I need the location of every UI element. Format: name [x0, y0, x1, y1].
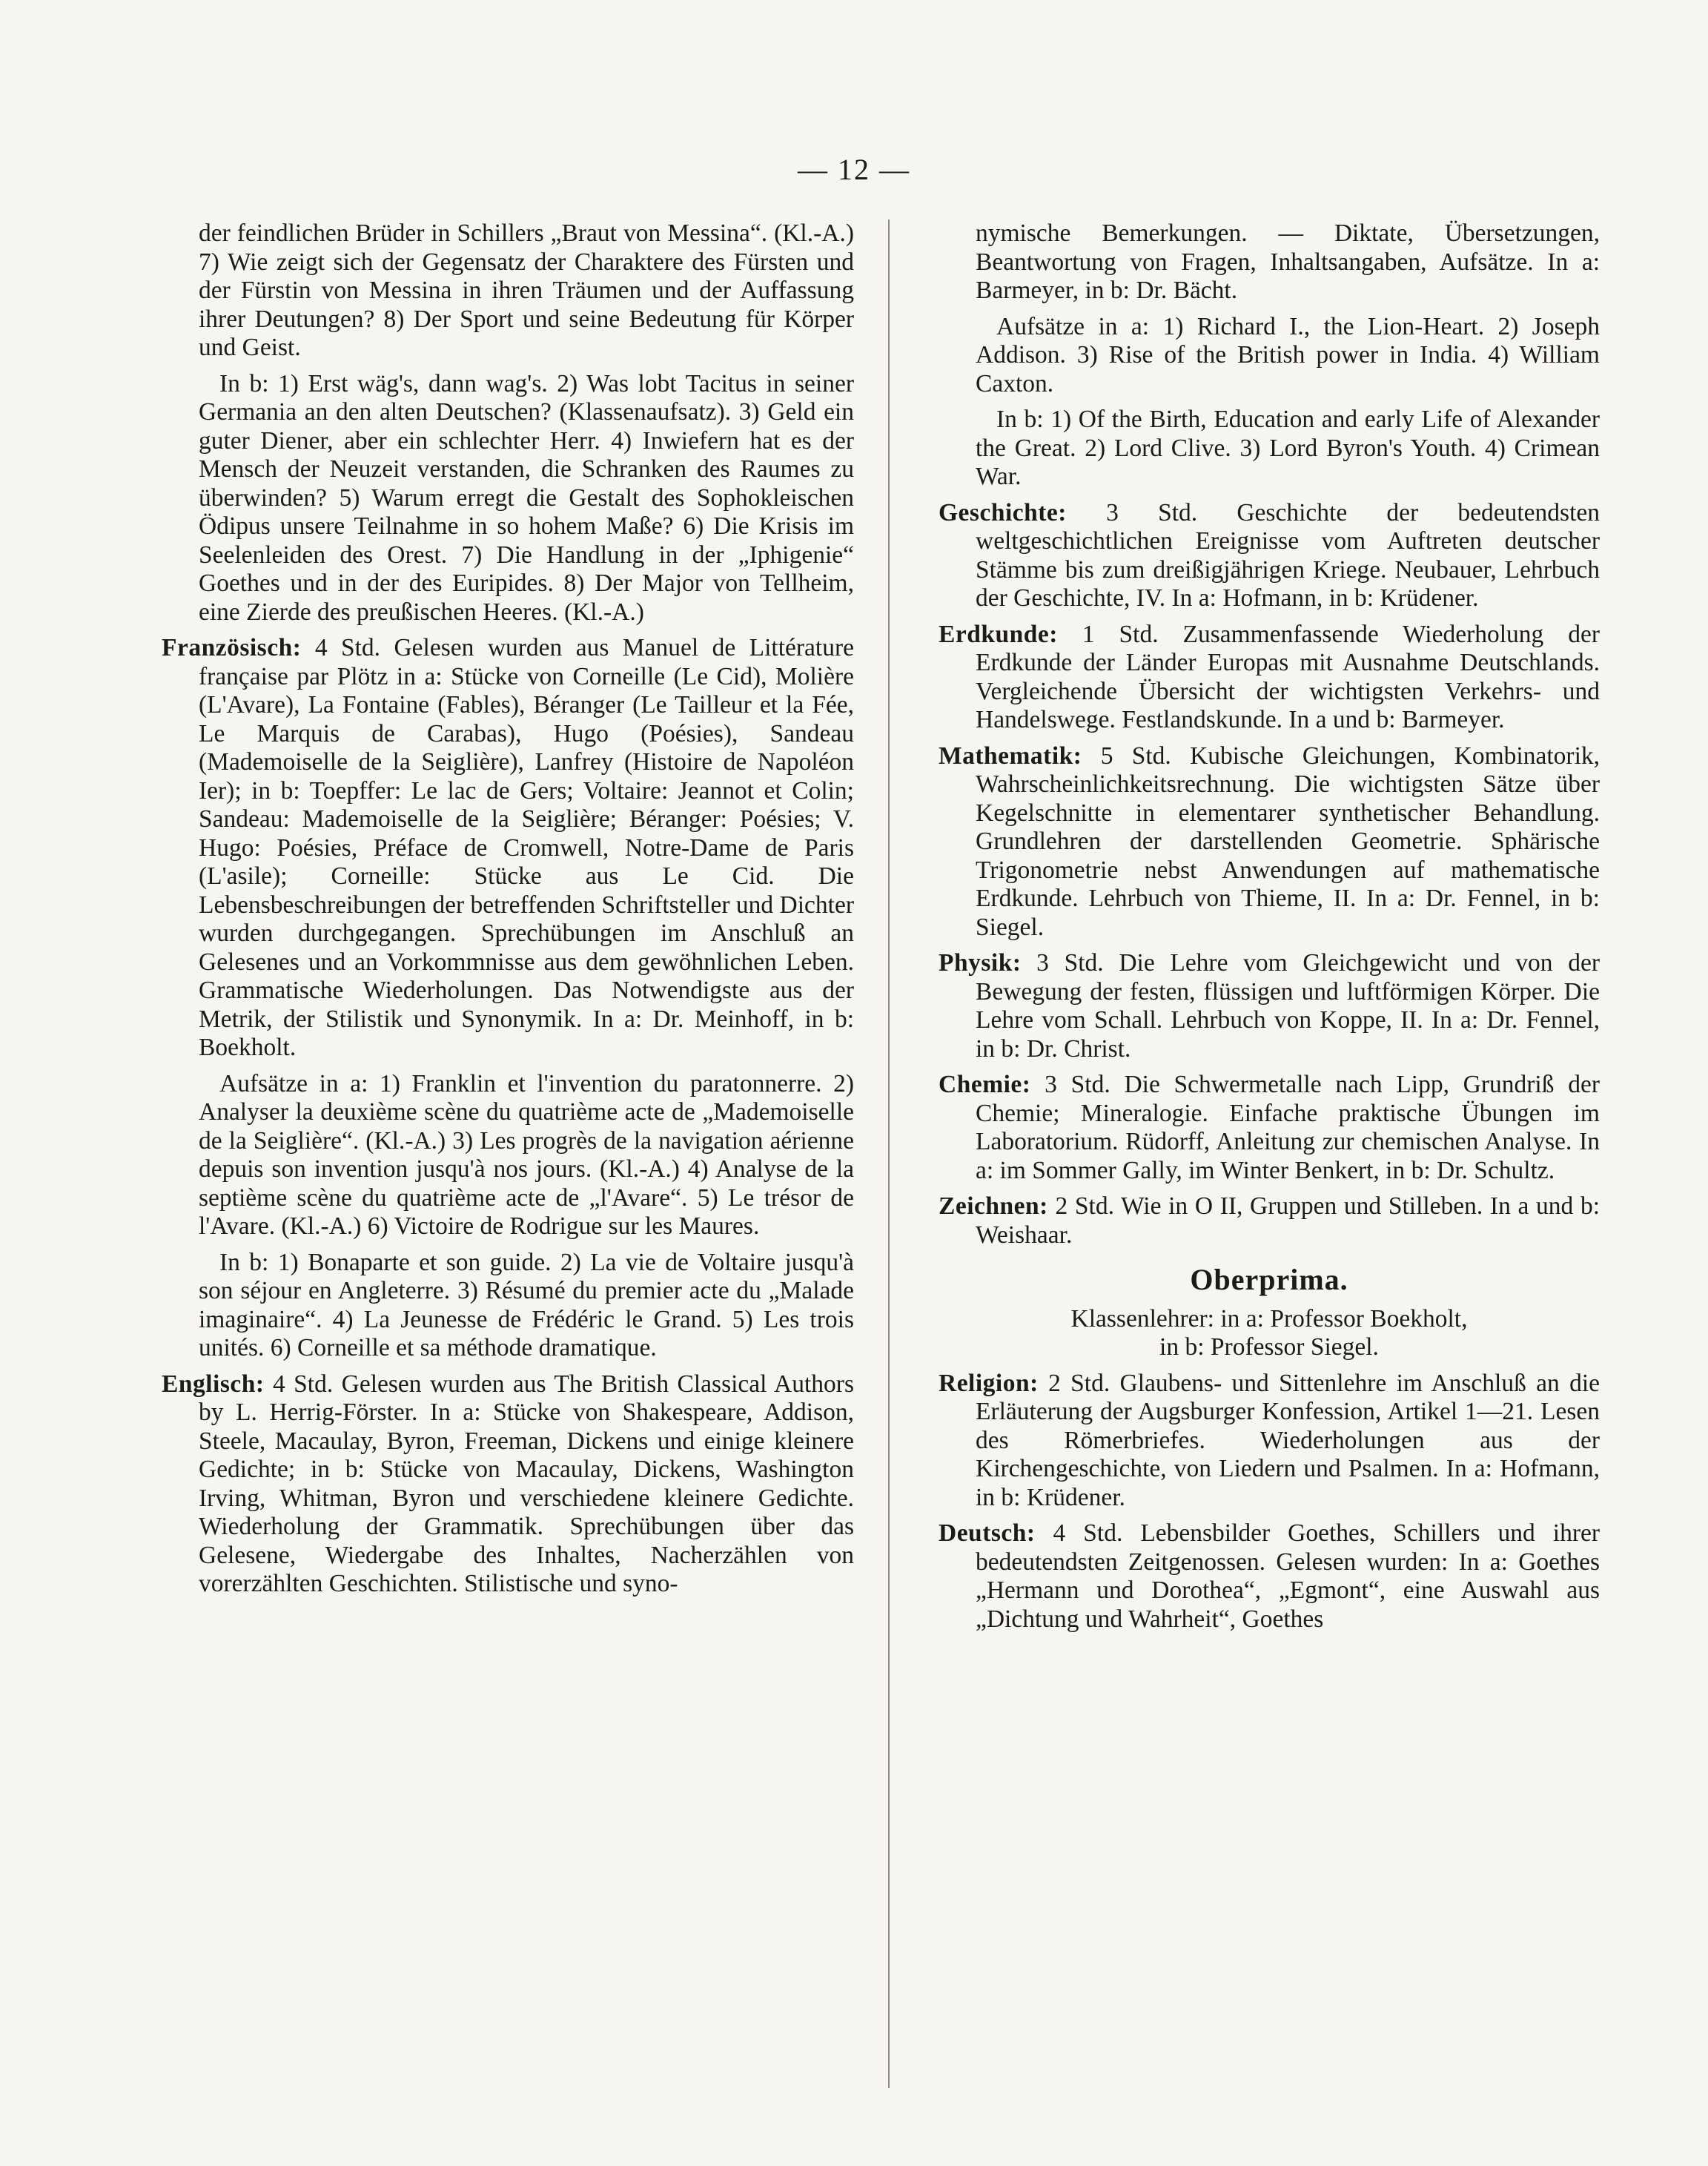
section-title: Oberprima. [1190, 1263, 1348, 1296]
drawing-text: 2 Std. Wie in O II, Gruppen und Stilleben. In a und b: Weishaar. [976, 1192, 1601, 1249]
german-label: Deutsch: [939, 1519, 1036, 1547]
math-section [939, 742, 1601, 942]
english-label: Englisch: [162, 1370, 265, 1398]
drawing-label: Zeichnen: [939, 1192, 1048, 1220]
english-section [162, 1370, 854, 1599]
physics-section [939, 949, 1600, 1063]
geography-text: 1 Std. Zusammenfassende Wiederholung der Erdkunde der Länder Europas mit Ausnahme Deutschlands. Vergleichende Übersicht der wichtigsten Verkehrs- und Handelswege. Festlandskunde. In a und b: Barmeyer. [976, 620, 1601, 733]
math-text: 5 Std. Kubische Gleichungen, Kombinatorik, Wahrscheinlichkeitsrechnung. Die wichtigsten Sätze über Kegelschnitte in elementarer synthetischer Behandlung. Grundlehren der darstellenden Geometrie. Sphärische Trigonometrie nebst Anwendungen auf mathematische Erdkunde. Lehrbuch von Thieme, II. In a: Dr. Fennel, in b: Siegel. [976, 742, 1601, 941]
religion-label: Religion: [939, 1369, 1039, 1397]
right-column [939, 219, 1600, 1641]
german-section [939, 1519, 1600, 1634]
english-essays-a: Aufsätze in a: 1) Richard I., the Lion-Heart. 2) Joseph Addison. 3) Rise of the British power in India. 4) William Caxton. [976, 312, 1600, 397]
chemistry-label: Chemie: [939, 1071, 1031, 1098]
religion-text: 2 Std. Glaubens- und Sittenlehre im Anschluß an die Erläuterung der Augsburger Konfession, Artikel 1—21. Lesen des Römerbriefes. Wiederholungen aus der Kirchengeschichte, von Liedern und Psalmen. In a: Hofmann, in b: Krüdener. [976, 1369, 1600, 1511]
physics-label: Physik: [939, 949, 1022, 977]
history-label: Geschichte: [939, 498, 1067, 526]
history-section [939, 498, 1600, 613]
religion-section [939, 1369, 1600, 1513]
chemistry-text: 3 Std. Die Schwermetalle nach Lipp, Grundriß der Chemie; Mineralogie. Einfache praktische Übungen im Laboratorium. Rüdorff, Anleitung zur chemischen Analyse. In a: im Sommer Gally, im Winter Benkert, in b: Dr. Schultz. [976, 1071, 1600, 1184]
french-label: Französisch: [162, 634, 302, 661]
german-topics-b: In b: 1) Erst wäg's, dann wag's. 2) Was lobt Tacitus in seiner Germania an den alten Deutschen? (Klassenaufsatz). 3) Geld ein guter Diener, aber ein schlechter Herr. 4) Inwiefern hat es der Mensch der Neuzeit verstanden, die Schranken des Raumes zu überwinden? 5) Warum erregt die Gestalt des Sophokleischen Ödipus unsere Teilnahme in so hohem Maße? 6) Die Krisis im Seelenleiden des Orest. 7) Die Handlung in der „Iphigenie“ Goethes und in der des Euripides. 8) Der Major von Tellheim, eine Zierde des preußischen Heeres. (Kl.-A.) [199, 369, 854, 626]
english-essays-b: In b: 1) Of the Birth, Education and early Life of Alexander the Great. 2) Lord Clive. 3) Lord Byron's Youth. 4) Crimean War. [976, 406, 1600, 490]
history-text: 3 Std. Geschichte der bedeutendsten weltgeschichtlichen Ereignisse vom Auftreten deutscher Stämme bis zum dreißigjährigen Kriege. Neubauer, Lehrbuch der Geschichte, IV. In a: Hofmann, in b: Krüdener. [976, 498, 1600, 612]
drawing-section [939, 1192, 1601, 1249]
page-number: — 12 — [798, 153, 910, 186]
english-text: 4 Std. Gelesen wurden aus The British Classical Authors by L. Herrig-Förster. In a: Stücke von Shakespeare, Addison, Steele, Macaulay, Byron, Freeman, Dickens und einige kleinere Gedichte; in b: Stücke von Macaulay, Dickens, Washington Irving, Whitman, Byron und verschiedene kleinere Gedichte. Wiederholung der Grammatik. Sprechübungen über das Gelesene, Wiedergabe des Inhaltes, Nacherzählen von vorerzählten Geschichten. Stilistische und syno- [199, 1370, 854, 1597]
column-divider [888, 219, 890, 2088]
math-label: Mathematik: [939, 742, 1082, 770]
french-text: 4 Std. Gelesen wurden aus Manuel de Littérature française par Plötz in a: Stücke von Corneille (Le Cid), Molière (L'Avare), La Fontaine (Fables), Béranger (Le Tailleur et la Fée, Le Marquis de Carabas), Hugo (Poésies), Sandeau (Mademoiselle de la Seiglière), Lanfrey (Histoire de Napoléon Ier); in b: Toepffer: Le lac de Gers; Voltaire: Jeannot et Colin; Sandeau: Mademoiselle de la Seiglière; Béranger: Poésies; V. Hugo: Poésies, Préface de Cromwell, Notre-Dame de Paris (L'asile); Corneille: Stücke aus Le Cid. Die Lebensbeschreibungen der betreffenden Schriftsteller und Dichter wurden durchgegangen. Sprechübungen im Anschluß an Gelesenes und an Vorkommnisse aus dem gewöhnlichen Leben. Grammatische Wiederholungen. Das Notwendigste aus der Metrik, der Stilistik und Synonymik. In a: Dr. Meinhoff, in b: Boekholt. [199, 634, 854, 1061]
french-essays-a: Aufsätze in a: 1) Franklin et l'invention du paratonnerre. 2) Analyser la deuxième scène du quatrième acte de „Mademoiselle de la Seiglière“. (Kl.-A.) 3) Les progrès de la navigation aérienne depuis son invention jusqu'à nos jours. (Kl.-A.) 4) Analyse de la septième scène du quatrième acte de „l'Avare“. 5) Le trésor de l'Avare. (Kl.-A.) 6) Victoire de Rodrigue sur les Maures. [199, 1069, 854, 1240]
french-section [162, 634, 854, 1063]
geography-label: Erdkunde: [939, 620, 1058, 648]
physics-text: 3 Std. Die Lehre vom Gleichgewicht und von der Bewegung der festen, flüssigen und luftförmigen Körper. Die Lehre vom Schall. Lehrbuch von Koppe, II. In a: Dr. Fennel, in b: Dr. Christ. [976, 949, 1600, 1063]
chemistry-section [939, 1071, 1600, 1185]
english-cont: nymische Bemerkungen. — Diktate, Übersetzungen, Beantwortung von Fragen, Inhaltsangaben, Aufsätze. In a: Barmeyer, in b: Dr. Bächt. [976, 219, 1600, 304]
class-teacher-line-1: Klassenlehrer: in a: Professor Boekholt, [1070, 1304, 1468, 1333]
class-teacher-line-2: in b: Professor Siegel. [1159, 1333, 1379, 1361]
german-text: 4 Std. Lebensbilder Goethes, Schillers und ihrer bedeutendsten Zeitgenossen. Gelesen wurden: In a: Goethes „Hermann und Dorothea“, „Egmont“, eine Auswahl aus „Dichtung und Wahrheit“, Goethes [976, 1519, 1600, 1633]
german-topics-a-cont: der feindlichen Brüder in Schillers „Braut von Messina“. (Kl.-A.) 7) Wie zeigt sich der Gegensatz der Charaktere des Fürsten und der Fürstin von Messina in ihren Träumen und der Auffassung ihrer Deutungen? 8) Der Sport und seine Bedeutung für Körper und Geist. [199, 219, 854, 361]
french-essays-b: In b: 1) Bonaparte et son guide. 2) La vie de Voltaire jusqu'à son séjour en Angleterre. 3) Résumé du premier acte du „Malade imaginaire“. 4) La Jeunesse de Frédéric le Grand. 5) Les trois unités. 6) Corneille et sa méthode dramatique. [199, 1248, 854, 1361]
geography-section [939, 620, 1601, 735]
left-column [162, 219, 854, 1606]
